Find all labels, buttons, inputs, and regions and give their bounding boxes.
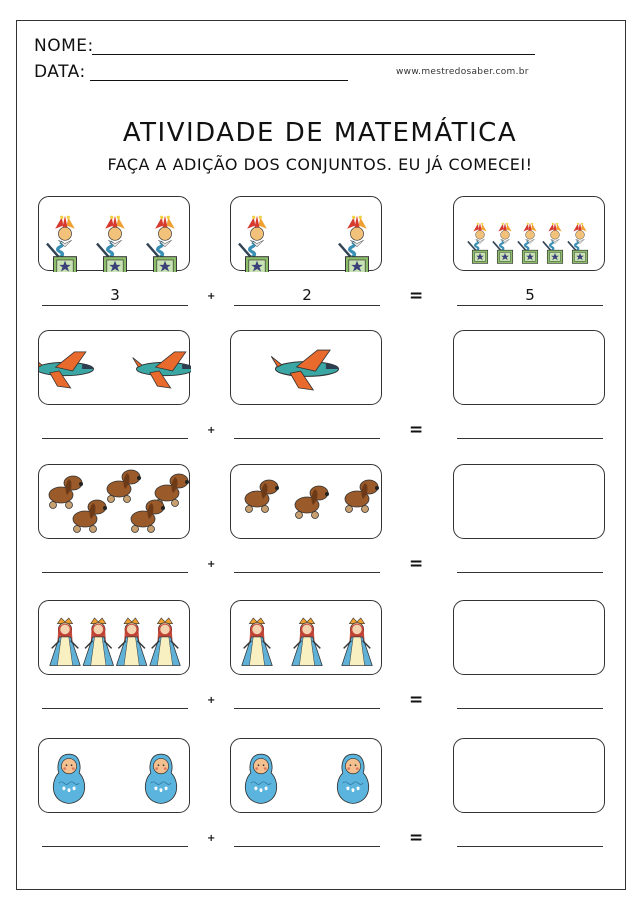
website-url: www.mestredosaber.com.br <box>396 67 529 77</box>
equals-sign: = <box>409 828 424 848</box>
answer-line[interactable] <box>234 438 380 439</box>
airplane-icon <box>231 331 383 406</box>
matryoshka-icon <box>39 739 191 814</box>
answer-line[interactable] <box>457 708 603 709</box>
result-box[interactable] <box>453 600 605 675</box>
answer-line[interactable] <box>234 708 380 709</box>
equals-sign: = <box>409 690 424 710</box>
plus-sign: + <box>207 291 216 302</box>
answer-line[interactable] <box>234 305 380 306</box>
answer-line[interactable] <box>42 438 188 439</box>
answer-line[interactable] <box>234 572 380 573</box>
answer-value: 3 <box>110 286 120 304</box>
set-a-box <box>38 738 190 813</box>
result-box[interactable] <box>453 738 605 813</box>
result-box[interactable] <box>453 196 605 271</box>
jack-in-the-box-icon <box>39 197 191 272</box>
date-label: DATA: <box>34 62 86 82</box>
answer-line[interactable] <box>42 572 188 573</box>
answer-line[interactable] <box>457 438 603 439</box>
set-a-box <box>38 464 190 539</box>
airplane-icon <box>454 331 606 406</box>
set-b-box <box>230 464 382 539</box>
result-box[interactable] <box>453 330 605 405</box>
set-b-box <box>230 600 382 675</box>
equals-sign: = <box>409 286 424 306</box>
doll-icon <box>454 601 606 676</box>
name-field[interactable] <box>92 54 535 55</box>
plus-sign: + <box>207 695 216 706</box>
plus-sign: + <box>207 833 216 844</box>
instructions: FAÇA A ADIÇÃO DOS CONJUNTOS. EU JÁ COMECEI! <box>107 155 533 174</box>
plus-sign: + <box>207 425 216 436</box>
answer-line[interactable] <box>42 305 188 306</box>
toy-dog-icon <box>454 465 606 540</box>
matryoshka-icon <box>454 739 606 814</box>
jack-in-the-box-icon <box>231 197 383 272</box>
date-field[interactable] <box>90 80 348 81</box>
answer-value: 2 <box>302 286 312 304</box>
name-label: NOME: <box>34 36 94 56</box>
answer-line[interactable] <box>457 572 603 573</box>
answer-value: 5 <box>525 286 535 304</box>
equals-sign: = <box>409 420 424 440</box>
toy-dog-icon <box>39 465 191 540</box>
airplane-icon <box>39 331 191 406</box>
plus-sign: + <box>207 559 216 570</box>
doll-icon <box>231 601 383 676</box>
answer-line[interactable] <box>234 846 380 847</box>
equals-sign: = <box>409 554 424 574</box>
jack-in-the-box-icon <box>454 197 606 272</box>
result-box[interactable] <box>453 464 605 539</box>
toy-dog-icon <box>231 465 383 540</box>
set-b-box <box>230 738 382 813</box>
set-a-box <box>38 330 190 405</box>
set-b-box <box>230 196 382 271</box>
answer-line[interactable] <box>42 708 188 709</box>
answer-line[interactable] <box>457 846 603 847</box>
doll-icon <box>39 601 191 676</box>
answer-line[interactable] <box>42 846 188 847</box>
set-a-box <box>38 600 190 675</box>
set-a-box <box>38 196 190 271</box>
matryoshka-icon <box>231 739 383 814</box>
page-title: ATIVIDADE DE MATEMÁTICA <box>122 118 518 148</box>
answer-line[interactable] <box>457 305 603 306</box>
set-b-box <box>230 330 382 405</box>
